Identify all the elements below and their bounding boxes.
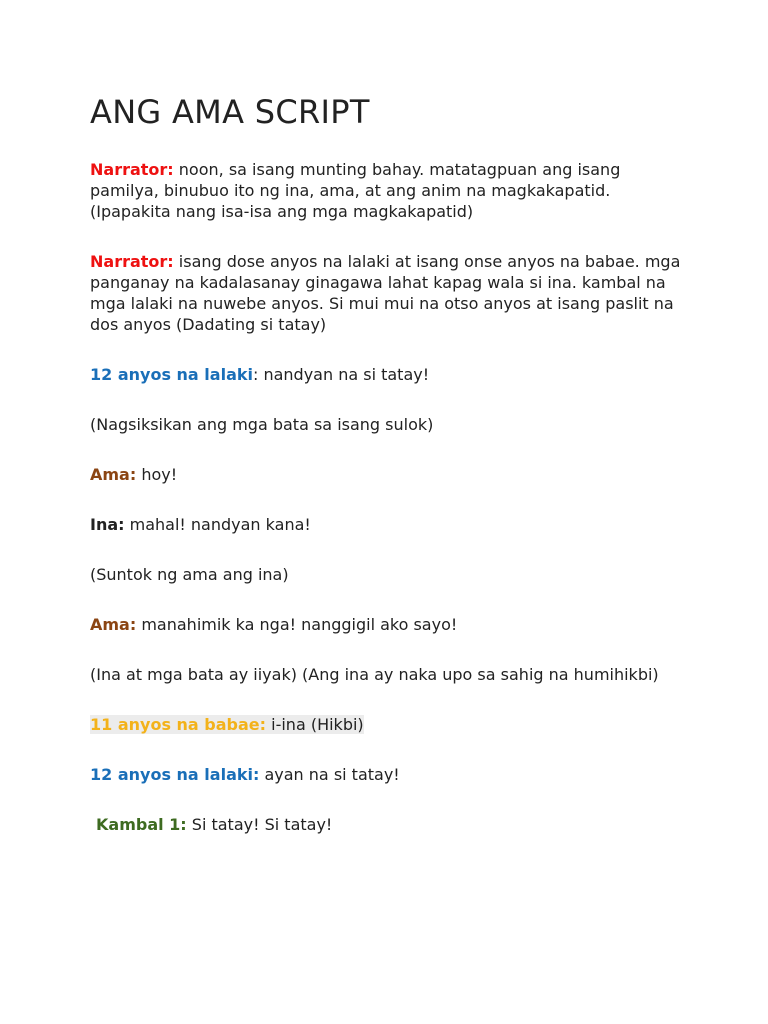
speaker-label: Kambal 1: (96, 815, 187, 834)
line-text: ayan na si tatay! (259, 765, 400, 784)
script-line-ina-1 (90, 514, 690, 535)
line-text: hoy! (136, 465, 178, 484)
line-text: Si tatay! Si tatay! (186, 815, 333, 834)
line-text: (Suntok ng ama ang ina) (90, 565, 289, 584)
script-line-boy12-2 (90, 764, 690, 785)
speaker-label: 12 anyos na lalaki (90, 365, 253, 384)
line-text: isang dose anyos na lalaki at isang onse anyos na babae. mga panganay na kadalasanay ginagawa lahat kapag wala si ina. kambal na mga lalaki na nuwebe anyos. Si mui mui na otso anyos at isang paslit na dos anyos (Dadating si tatay) (90, 252, 681, 334)
speaker-label: Ina: (90, 515, 125, 534)
line-text: : nandyan na si tatay! (252, 365, 430, 384)
speaker-label: Ama: (90, 465, 137, 484)
script-line-kambal-1 (90, 814, 690, 835)
script-line-narrator-1 (90, 159, 690, 222)
stage-direction-1 (90, 414, 690, 435)
line-text: (Nagsiksikan ang mga bata sa isang sulok) (90, 415, 434, 434)
line-text: noon, sa isang munting bahay. matatagpuan ang isang pamilya, binubuo ito ng ina, ama, at ang anim na magkakapatid. (Ipapakita nang isa-isa ang mga magkakapatid) (90, 160, 621, 221)
line-text: mahal! nandyan kana! (124, 515, 311, 534)
line-text: i-ina (Hikbi) (266, 715, 364, 734)
page-title: ANG AMA SCRIPT (90, 93, 370, 131)
speaker-label: 12 anyos na lalaki: (90, 765, 260, 784)
script-line-girl11-1 (90, 714, 690, 735)
line-text: manahimik ka nga! nanggigil ako sayo! (136, 615, 458, 634)
script-line-boy12-1 (90, 364, 690, 385)
stage-direction-3 (90, 664, 690, 685)
speaker-label: 11 anyos na babae: (90, 715, 267, 734)
speaker-label: Narrator: (90, 252, 174, 271)
script-line-ama-2 (90, 614, 690, 635)
script-line-narrator-2 (90, 251, 690, 335)
speaker-label: Narrator: (90, 160, 174, 179)
script-page (90, 92, 690, 864)
speaker-label: Ama: (90, 615, 137, 634)
stage-direction-2 (90, 564, 690, 585)
script-line-ama-1 (90, 464, 690, 485)
line-text: (Ina at mga bata ay iiyak) (Ang ina ay naka upo sa sahig na humihikbi) (90, 665, 659, 684)
